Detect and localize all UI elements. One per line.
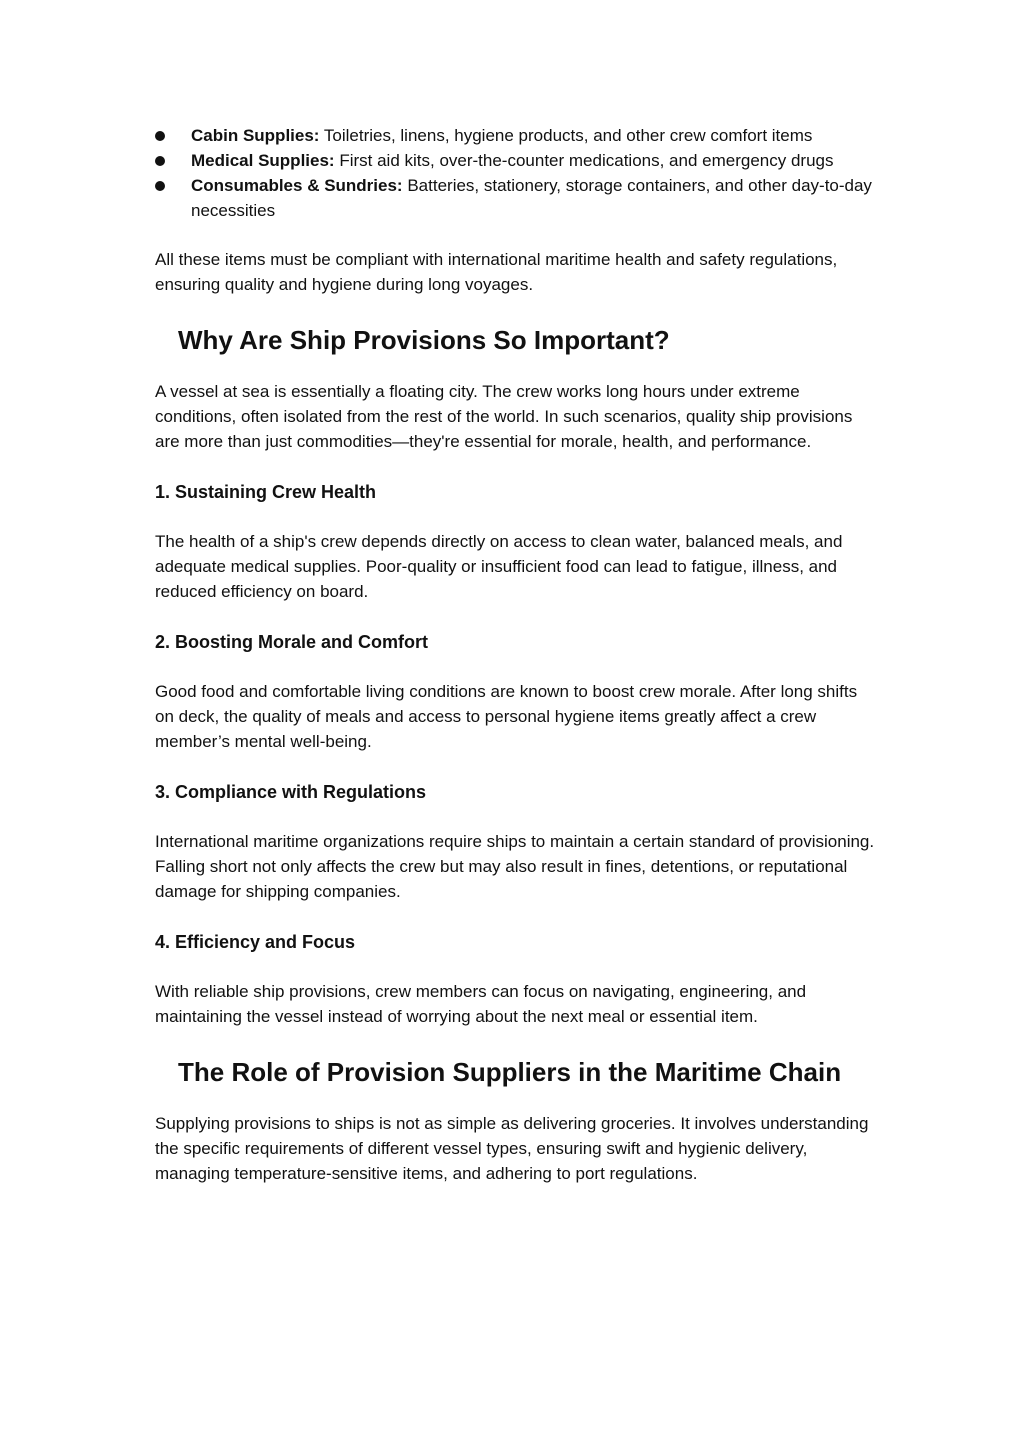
bullet-term: Cabin Supplies: xyxy=(191,126,320,145)
bullet-dot-icon xyxy=(155,156,165,166)
section-heading-importance: Why Are Ship Provisions So Important? xyxy=(178,325,670,355)
morale-paragraph: Good food and comfortable living conditions are known to boost crew morale. After long shifts on deck, the quality of meals and access to personal hygiene items greatly affect a crew member’s mental well-being. xyxy=(155,682,858,751)
compliance-paragraph: All these items must be compliant with international maritime health and safety regulations, ensuring quality and hygiene during long voyages. xyxy=(155,250,838,294)
subheading-morale: 2. Boosting Morale and Comfort xyxy=(155,632,429,652)
bullet-text: First aid kits, over-the-counter medications, and emergency drugs xyxy=(334,151,834,170)
supply-bullet-list xyxy=(155,123,875,223)
efficiency-paragraph: With reliable ship provisions, crew members can focus on navigating, engineering, and maintaining the vessel instead of worrying about the next meal or essential item. xyxy=(155,982,807,1026)
list-item xyxy=(155,123,875,148)
subheading-compliance: 3. Compliance with Regulations xyxy=(155,782,427,802)
bullet-text: Batteries, stationery, storage containers, and other day-to-day necessities xyxy=(191,176,872,220)
suppliers-intro-paragraph: Supplying provisions to ships is not as simple as delivering groceries. It involves understanding the specific requirements of different vessel types, ensuring swift and hygienic delivery, managing temperature-sensitive items, and adhering to port regulations. xyxy=(155,1114,869,1183)
importance-intro-paragraph: A vessel at sea is essentially a floating city. The crew works long hours under extreme conditions, often isolated from the rest of the world. In such scenarios, quality ship provisions are more than just commodities—they're essential for morale, health, and performance. xyxy=(155,382,853,451)
bullet-text: Toiletries, linens, hygiene products, and other crew comfort items xyxy=(319,126,813,145)
bullet-dot-icon xyxy=(155,181,165,191)
subheading-efficiency: 4. Efficiency and Focus xyxy=(155,932,356,952)
section-heading-suppliers: The Role of Provision Suppliers in the Maritime Chain xyxy=(178,1057,842,1087)
bullet-term: Consumables & Sundries: xyxy=(191,176,403,195)
document-page xyxy=(155,123,875,1186)
list-item xyxy=(155,173,875,223)
bullet-term: Medical Supplies: xyxy=(191,151,335,170)
subheading-crew-health: 1. Sustaining Crew Health xyxy=(155,482,377,502)
list-item xyxy=(155,148,875,173)
crew-health-paragraph: The health of a ship's crew depends directly on access to clean water, balanced meals, and adequate medical supplies. Poor-quality or insufficient food can lead to fatigue, illness, and reduced efficiency on board. xyxy=(155,532,843,601)
bullet-dot-icon xyxy=(155,131,165,141)
compliance-regulations-paragraph: International maritime organizations require ships to maintain a certain standard of provisioning. Falling short not only affects the crew but may also result in fines, detentions, or reputational damage for shipping companies. xyxy=(155,832,875,901)
